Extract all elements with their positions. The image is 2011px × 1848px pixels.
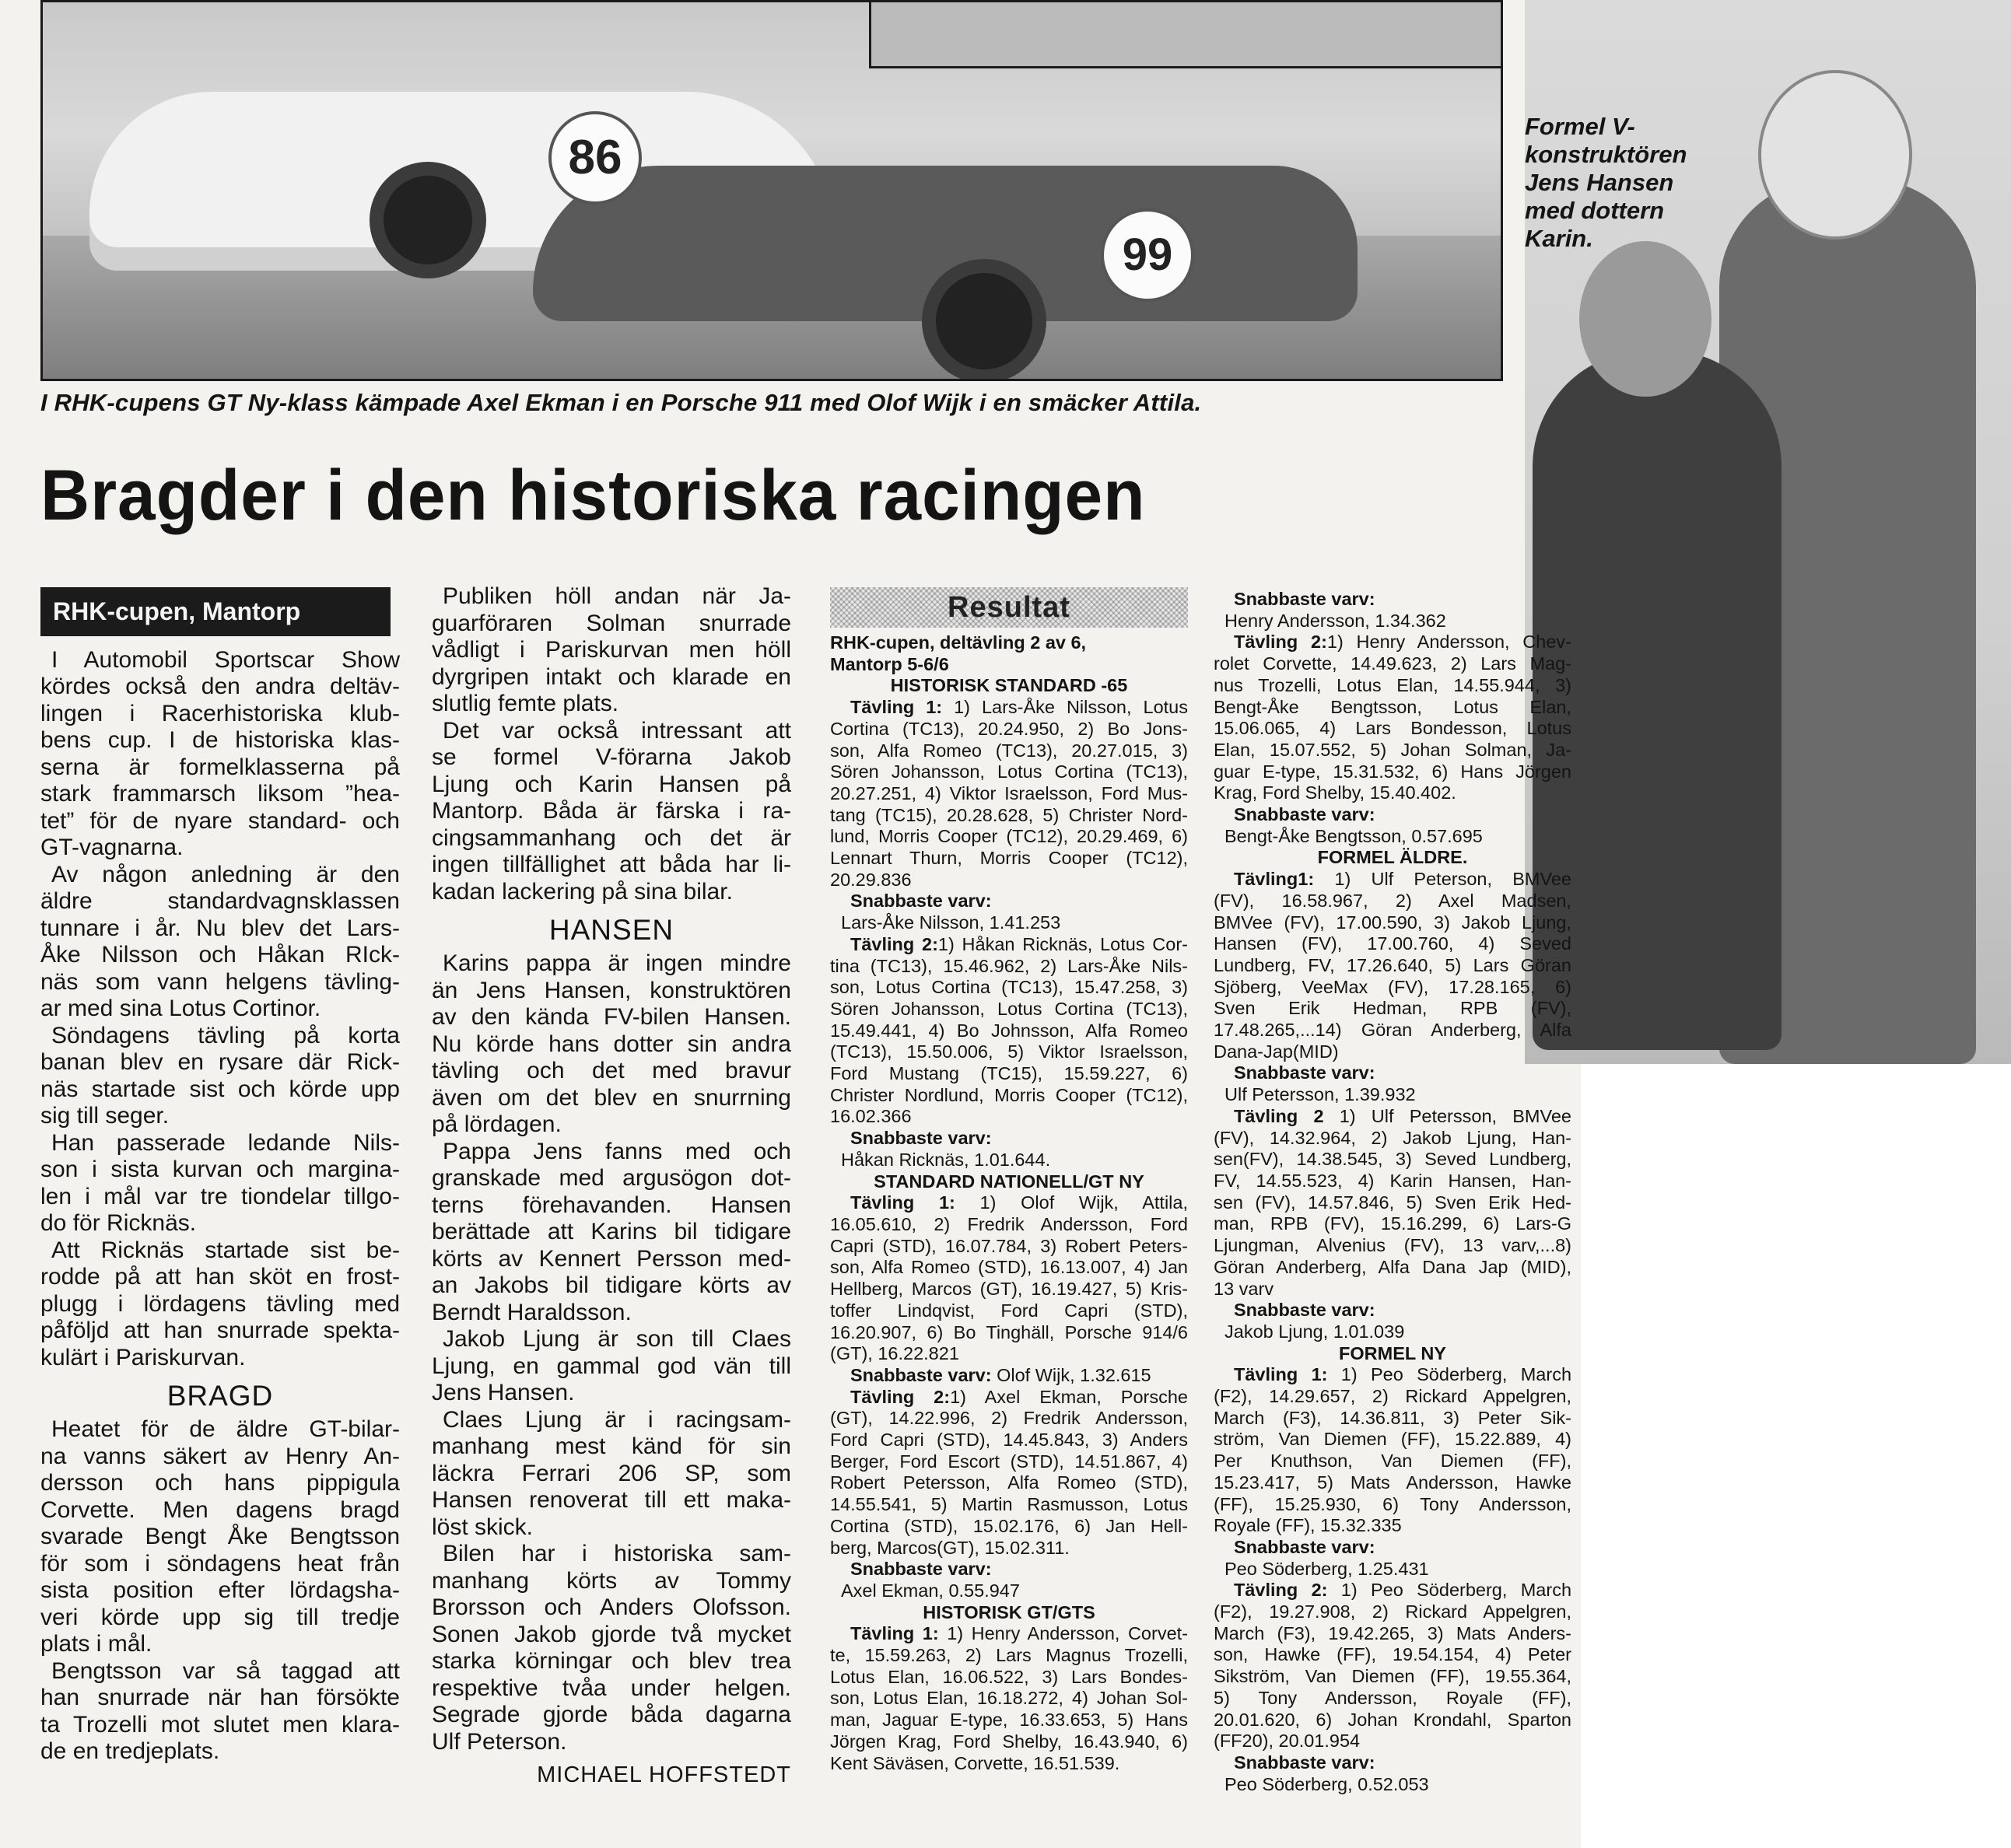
fastest-lap-label: Snabbaste varv:: [1234, 1752, 1375, 1773]
text-line: I Automobil Sportscar Show: [51, 646, 400, 673]
text-line: ar med sina Lotus Cortinor.: [40, 996, 321, 1021]
text-line: Han passerade ledande Nils-: [51, 1129, 400, 1156]
results-list-1: [830, 675, 1188, 1774]
race-result-line: Tävling 2: 1) Peo Söderberg, March: [1234, 1580, 1571, 1601]
race-label: Tävling 2:: [1234, 632, 1327, 653]
text-line: cingsammanhang och det är: [432, 824, 791, 851]
text-line: Ljung och Karin Hansen på: [432, 771, 791, 797]
race-result-line: 14.55.541, 5) Martin Rasmusson, Lotus: [830, 1494, 1188, 1515]
race-result-line: Tävling 1: 1) Olof Wijk, Attila,: [850, 1192, 1188, 1213]
results-box-title: Resultat: [830, 587, 1188, 628]
text-line: kulärt i Pariskurvan.: [40, 1344, 246, 1370]
paragraph: [40, 647, 400, 862]
text-line: dersson och hans pippigula: [40, 1470, 400, 1496]
race-result-line: Tävling 2 1) Ulf Petersson, BMVee: [1234, 1105, 1571, 1126]
photo-inset: [869, 0, 1503, 68]
text-line: do för Ricknäs.: [40, 1210, 197, 1236]
text-line: terns förehavanden. Hansen: [432, 1192, 791, 1218]
column-1-paragraphs: [40, 647, 400, 1372]
race-result-line: (GT), 14.22.996, 2) Fredrik Andersson,: [830, 1408, 1188, 1429]
people-caption-line: Jens Hansen: [1525, 169, 1674, 196]
text-line: sista position efter lördagsha-: [40, 1577, 400, 1603]
text-line: ingen tillfällighet att båda har li-: [432, 852, 791, 877]
porsche-wheel: [370, 162, 486, 278]
fastest-lap-label: Snabbaste varv:: [1234, 804, 1375, 825]
fastest-lap-value: Bengt-Åke Bengtsson, 0.57.695: [1224, 825, 1483, 846]
headline: Bragder i den historiska racingen: [40, 456, 1146, 535]
race-result-line: Tävling 2:1) Axel Ekman, Porsche: [850, 1386, 1188, 1407]
text-line: berättade att Karins bil tidigare: [432, 1219, 791, 1244]
race-label: Tävling1:: [1234, 869, 1315, 890]
fastest-lap-label: Snabbaste varv:: [850, 1364, 992, 1385]
fastest-lap-value: Axel Ekman, 0.55.947: [841, 1580, 1020, 1601]
race-result-line: rolet Corvette, 14.49.623, 2) Lars Mag-: [1214, 653, 1571, 674]
race-result-line: Sikström, Van Diemen (FF), 19.55.364,: [1214, 1666, 1571, 1687]
people-caption-line: Karin.: [1525, 225, 1593, 252]
text-line: stark frammarsch liksom ”hea-: [40, 781, 400, 807]
race-result-line: Ford Mustang (TC15), 15.59.227, 6): [830, 1063, 1188, 1084]
race-result-line: Hellberg, Marcos (GT), 16.19.427, 5) Kris-: [830, 1279, 1188, 1300]
text-line: respektive tvåa under helgen.: [432, 1675, 791, 1701]
race-result-line: (F2), 14.29.657, 2) Rickard Appelgren,: [1214, 1386, 1571, 1407]
text-line: Nu körde hans dotter sin andra: [432, 1031, 791, 1057]
race-result-line: Dana-Jap(MID): [1214, 1041, 1339, 1062]
racing-cars-photo: [40, 0, 1503, 381]
race-result-line: (FF), 15.25.930, 6) Tony Andersson,: [1214, 1493, 1571, 1514]
paragraph: [432, 1407, 791, 1542]
people-caption-line: med dottern: [1525, 197, 1665, 224]
text-line: granskade med argusögon dot-: [432, 1165, 791, 1191]
photo-caption: I RHK-cupens GT Ny-klass kämpade Axel Ekman i en Porsche 911 med Olof Wijk i en smäcker Attila.: [40, 389, 1202, 416]
fastest-lap-value: Håkan Ricknäs, 1.01.644.: [841, 1149, 1051, 1170]
race-label: Tävling 1:: [850, 1192, 955, 1213]
paragraph: [432, 718, 791, 906]
text-line: sig till seger.: [40, 1103, 170, 1129]
race-result-line: 5) Tony Andersson, Royale (FF),: [1214, 1687, 1571, 1708]
race-result-line: (FV), 14.32.964, 2) Jakob Ljung, Han-: [1214, 1127, 1571, 1148]
race-result-line: tang (TC15), 20.28.628, 5) Christer Nord-: [830, 804, 1188, 825]
text-line: slutlig femte plats.: [432, 691, 619, 716]
attila-wheel: [922, 259, 1046, 381]
race-result-line: man, RPB (FV), 15.16.299, 6) Lars-G: [1214, 1213, 1571, 1234]
paragraph: [432, 1326, 791, 1407]
race-result-line: 20.27.251, 4) Viktor Israelsson, Ford Mus-: [830, 782, 1188, 803]
race-result-line: 16.20.907, 6) Bo Tinghäll, Porsche 914/6: [830, 1321, 1188, 1342]
paragraph: [40, 1237, 400, 1372]
text-line: även om det blev en snurrning: [432, 1084, 791, 1111]
race-result-line: 16.05.610, 2) Fredrik Andersson, Ford: [830, 1213, 1188, 1234]
text-line: plugg i lördagens tävling med: [40, 1290, 400, 1317]
text-line: vådligt i Pariskurvan men höll: [432, 637, 791, 663]
text-line: len i mål var tre tiondelar tillgo-: [40, 1183, 400, 1209]
text-line: Berndt Haraldsson.: [432, 1299, 632, 1325]
race-result-line: Lennart Thurn, Morris Cooper (TC12),: [830, 848, 1188, 869]
race-result-line: son, Lotus Elan, 16.18.272, 4) Johan Sol-: [830, 1688, 1188, 1709]
text-line: näs startade sist och körde upp: [40, 1076, 400, 1102]
text-line: lingen i Racerhistoriska klub-: [40, 700, 400, 726]
paragraph: [40, 1658, 400, 1766]
race-result-line: Göran Anderberg, Alfa Dana Jap (MID),: [1214, 1256, 1571, 1277]
text-line: rodde på att han sköt en frost-: [40, 1264, 400, 1290]
text-line: Corvette. Men dagens bragd: [40, 1496, 400, 1523]
race-label: Tävling 1:: [850, 697, 943, 718]
text-line: an Jakobs bil tidigare körts av: [432, 1272, 791, 1298]
race-label: Tävling 1:: [1234, 1364, 1328, 1385]
race-result-line: Kent Säväsen, Corvette, 16.51.539.: [830, 1752, 1120, 1773]
race-result-line: son, Lotus Cortina (TC13), 15.47.258, 3): [830, 977, 1188, 998]
text-line: na vanns säkert av Henry An-: [40, 1443, 400, 1469]
blank-area: [1581, 1064, 2011, 1848]
race-label: Tävling 2:: [850, 933, 938, 954]
text-line: läckra Ferrari 206 SP, som: [432, 1460, 791, 1486]
text-line: kördes också den andra deltäv-: [40, 674, 400, 699]
text-line: Söndagens tävling på korta: [51, 1022, 400, 1048]
race-result-line: Per Knuthson, Van Diemen (FF),: [1214, 1451, 1571, 1472]
results-intro: Mantorp 5-6/6: [830, 653, 949, 674]
race-result-line: FV, 14.55.523, 4) Karin Hansen, Han-: [1214, 1170, 1571, 1191]
race-result-line: Tävling 2:1) Håkan Ricknäs, Lotus Cor-: [850, 933, 1188, 954]
text-line: son i sista kurvan och margina-: [40, 1157, 400, 1182]
text-line: tävling och det med bravur: [432, 1058, 791, 1083]
fastest-lap-value: Henry Andersson, 1.34.362: [1224, 610, 1446, 631]
race-result-line: Tävling 1: 1) Peo Söderberg, March: [1234, 1364, 1571, 1385]
race-result-line: berg, Marcos(GT), 15.02.311.: [830, 1537, 1070, 1558]
text-line: Mantorp. Båda är färska i ra-: [432, 798, 791, 824]
race-result-line: Sjöberg, VeeMax (FV), 17.28.165, 6): [1214, 976, 1571, 997]
paragraph: [40, 1416, 400, 1658]
race-result-line: Capri (STD), 16.07.784, 3) Robert Peters-: [830, 1235, 1188, 1256]
results-list-2: [1214, 589, 1571, 1795]
text-line: svarade Bengt Åke Bengtsson: [40, 1524, 400, 1549]
text-line: Åke Nilsson och Håkan RIck-: [40, 942, 400, 968]
people-caption-line: konstruktören: [1525, 141, 1687, 168]
race-result-line: (FF20), 20.01.954: [1214, 1731, 1361, 1752]
text-line: ta Trozelli mot slutet men klara-: [40, 1711, 400, 1738]
text-line: guarföraren Solman snurrade: [432, 610, 791, 636]
text-line: Publiken höll andan när Ja-: [443, 583, 791, 609]
fastest-lap-label: Snabbaste varv:: [1234, 1062, 1375, 1083]
text-line: Jakob Ljung är son till Claes: [443, 1326, 791, 1352]
fastest-lap-label: Snabbaste varv:: [850, 1128, 992, 1149]
results-class-heading: HISTORISK GT/GTS: [923, 1601, 1095, 1622]
race-result-line: March (F3), 14.36.811, 3) Peter Sik-: [1214, 1407, 1571, 1428]
race-result-line: son, Alfa Romeo (STD), 16.13.007, 4) Jan: [830, 1257, 1188, 1278]
fastest-lap-label: Snabbaste varv:: [1234, 1536, 1375, 1557]
paragraph: [432, 1139, 791, 1327]
race-result-line: lund, Morris Cooper (TC12), 20.29.469, 6): [830, 826, 1188, 847]
fastest-lap-value: Peo Söderberg, 0.52.053: [1224, 1773, 1429, 1794]
photo-man-head: [1758, 70, 1912, 240]
race-result-line: Christer Nordlund, Morris Cooper (TC12),: [830, 1084, 1188, 1105]
race-result-line: Tävling 1: 1) Lars-Åke Nilsson, Lotus: [850, 697, 1188, 718]
text-line: kadan lackering på sina bilar.: [432, 878, 733, 905]
column-1-paragraphs-b: [40, 1416, 400, 1766]
race-result-line: guar E-type, 15.31.532, 6) Hans Jörgen: [1214, 761, 1571, 782]
race-result-line: Royale (FF), 15.32.335: [1214, 1515, 1402, 1536]
text-line: påföljd att han snurrade spekta-: [40, 1318, 400, 1343]
text-line: Jens Hansen.: [432, 1380, 575, 1405]
race-result-line: (GT), 16.22.821: [830, 1343, 959, 1364]
text-line: tunnare i år. Nu blev det Lars-: [40, 915, 400, 941]
text-line: Sonen Jakob gjorde två mycket: [432, 1621, 791, 1647]
race-result-line: Ford Capri (STD), 14.45.843, 3) Anders: [830, 1430, 1188, 1451]
race-result-line: Lundberg, FV, 17.26.640, 5) Lars Göran: [1214, 954, 1571, 975]
fastest-lap-value: Lars-Åke Nilsson, 1.41.253: [841, 912, 1061, 933]
text-line: Segrade gjorde båda dagarna: [432, 1702, 791, 1727]
race-result-line: man, Jaguar E-type, 16.33.653, 5) Hans: [830, 1710, 1188, 1731]
text-line: Att Ricknäs startade sist be-: [51, 1237, 400, 1263]
race-result-line: Cortina (TC13), 20.24.950, 2) Bo Jons-: [830, 718, 1188, 739]
race-result-line: sen (FV), 14.57.846, 5) Sven Erik Hed-: [1214, 1192, 1571, 1213]
race-result-line: BMVee (FV), 17.00.590, 3) Jakob Ljung,: [1214, 912, 1571, 933]
text-line: serna är formelklasserna på: [40, 754, 400, 780]
paragraph: [432, 950, 791, 1139]
column-2-paragraphs-b: [432, 950, 791, 1755]
race-result-line: 15.06.065, 4) Lars Bondesson, Lotus: [1214, 718, 1571, 739]
text-line: Karins pappa är ingen mindre: [443, 950, 791, 976]
race-result-line: (F2), 19.27.908, 2) Rickard Appelgren,: [1214, 1601, 1571, 1622]
text-line: Ljung, en gammal god vän till: [432, 1353, 791, 1379]
fastest-lap-label: Snabbaste varv:: [1234, 589, 1375, 609]
race-result-line: Sören Johansson, Lotus Cortina (TC13),: [830, 761, 1188, 782]
text-line: Heatet för de äldre GT-bilar-: [51, 1416, 400, 1442]
race-result-line: Ljungman, Alvenius (FV), 13 varv,...8): [1214, 1235, 1571, 1256]
race-result-line: March (F3), 19.42.265, 3) Mats Anders-: [1214, 1622, 1571, 1643]
race-result-line: 15.23.417, 5) Mats Andersson, Hawke: [1214, 1472, 1571, 1493]
paragraph: [40, 1023, 400, 1130]
race-label: Tävling 1:: [850, 1623, 939, 1644]
text-line: de en tredjeplats.: [40, 1738, 220, 1764]
paragraph: [40, 1130, 400, 1237]
results-column-1: [830, 587, 1188, 1774]
subhead-hansen: HANSEN: [548, 914, 674, 946]
text-line: veri körde upp sig till tredje: [40, 1604, 400, 1630]
race-label: Tävling 2:: [850, 1386, 951, 1407]
race-label: Tävling 2:: [1234, 1580, 1328, 1601]
text-line: körts av Kennert Persson med-: [432, 1245, 791, 1272]
text-line: näs som vann helgens tävling-: [40, 968, 400, 995]
text-line: dyrgripen intakt och klarade en: [432, 663, 791, 690]
fastest-lap-inline: Snabbaste varv: Olof Wijk, 1.32.615: [850, 1364, 1151, 1385]
race-result-line: ström, Van Diemen (FF), 15.22.889, 4): [1214, 1429, 1571, 1450]
text-line: löst skick.: [432, 1514, 534, 1540]
paragraph: [432, 1541, 791, 1755]
people-caption-line: Formel V-: [1525, 113, 1635, 140]
byline: MICHAEL HOFFSTEDT: [537, 1762, 791, 1787]
race-result-line: Jörgen Krag, Ford Shelby, 16.43.940, 6): [830, 1731, 1188, 1752]
text-line: han snurrade när han försökte: [40, 1685, 400, 1710]
text-line: Hansen renoverat till ett maka-: [432, 1487, 791, 1513]
text-line: bens cup. I de historiska klas-: [40, 727, 400, 753]
race-result-line: son, Alfa Romeo (TC13), 20.27.015, 3): [830, 740, 1188, 761]
subhead-bragd: BRAGD: [166, 1380, 274, 1412]
text-line: plats i mål.: [40, 1631, 152, 1657]
text-line: Av någon anledning är den: [51, 861, 400, 887]
results-class-heading: FORMEL ÄLDRE.: [1317, 847, 1468, 868]
race-result-line: Tävling 2:1) Henry Andersson, Chev-: [1234, 632, 1571, 653]
race-result-line: sen(FV), 14.38.545, 3) Seved Lundberg,: [1214, 1149, 1571, 1170]
race-result-line: toffer Lindqvist, Ford Capri (STD),: [830, 1300, 1188, 1321]
race-result-line: 16.02.366: [830, 1106, 912, 1127]
car-number-99: 99: [1101, 208, 1194, 302]
text-line: Det var också intressant att: [443, 717, 791, 744]
car-number-86: 86: [548, 111, 642, 205]
text-line: på lördagen.: [432, 1111, 562, 1137]
article-column-1: [40, 587, 400, 1766]
race-result-line: Sven Erik Hedman, RPB (FV),: [1214, 998, 1571, 1019]
text-line: manhang mest känd för sin: [432, 1433, 791, 1459]
fastest-lap-label: Snabbaste varv:: [1234, 1300, 1375, 1321]
race-result-line: 20.29.836: [830, 869, 912, 890]
photo-girl-head: [1579, 241, 1711, 397]
column-2-paragraphs: [432, 583, 791, 905]
text-line: manhang körts av Tommy: [432, 1567, 791, 1594]
race-result-line: Sören Johansson, Lotus Cortina (TC13),: [830, 998, 1188, 1019]
paragraph: [40, 862, 400, 1023]
race-result-line: 20.01.620, 6) Johan Krondahl, Sparton: [1214, 1709, 1571, 1730]
results-class-heading: STANDARD NATIONELL/GT NY: [874, 1171, 1144, 1192]
text-line: banan blev en rysare där Rick-: [40, 1049, 400, 1075]
race-result-line: Hansen (FV), 17.00.760, 4) Seved: [1214, 933, 1571, 954]
fastest-lap-label: Snabbaste varv:: [850, 891, 992, 912]
race-result-line: (TC13), 15.50.006, 5) Viktor Israelsson,: [830, 1041, 1188, 1062]
fastest-lap-value: Peo Söderberg, 1.25.431: [1224, 1558, 1429, 1579]
race-result-line: nus Trozelli, Lotus Elan, 14.55.944, 3): [1214, 674, 1571, 695]
results-class-heading: HISTORISK STANDARD -65: [890, 675, 1128, 696]
race-result-line: Bengt-Åke Bengtsson, Lotus Elan,: [1214, 696, 1571, 717]
text-line: Claes Ljung är i racingsam-: [443, 1406, 791, 1433]
text-line: för som i söndagens heat från: [40, 1550, 400, 1577]
race-result-line: 17.48.265,...14) Göran Anderberg, Alfa: [1214, 1020, 1571, 1041]
race-result-line: Elan, 15.07.552, 5) Johan Solman, Ja-: [1214, 739, 1571, 760]
text-line: äldre standardvagnsklassen: [40, 888, 400, 914]
race-result-line: Berger, Ford Escort (STD), 14.51.867, 4): [830, 1451, 1188, 1472]
text-line: Ulf Peterson.: [432, 1728, 567, 1755]
results-intro: RHK-cupen, deltävling 2 av 6,: [830, 632, 1087, 653]
fastest-lap-value: Jakob Ljung, 1.01.039: [1224, 1321, 1405, 1342]
section-kicker: RHK-cupen, Mantorp: [40, 587, 391, 636]
race-result-line: Tävling1: 1) Ulf Peterson, BMVee: [1234, 869, 1571, 890]
text-line: GT-vagnarna.: [40, 835, 184, 860]
race-result-line: tina (TC13), 15.46.962, 2) Lars-Åke Nils-: [830, 955, 1188, 976]
text-line: tet” för de nyare standard- och: [40, 807, 400, 834]
results-column-2: [1214, 589, 1571, 1795]
results-class-heading: FORMEL NY: [1339, 1342, 1446, 1363]
race-result-line: Krag, Ford Shelby, 15.40.402.: [1214, 782, 1456, 803]
paragraph: [432, 583, 791, 718]
race-result-line: Robert Petersson, Alfa Romeo (STD),: [830, 1472, 1188, 1493]
race-result-line: 13 varv: [1214, 1278, 1274, 1299]
fastest-lap-label: Snabbaste varv:: [850, 1559, 992, 1580]
fastest-lap-value: Ulf Petersson, 1.39.932: [1224, 1084, 1416, 1105]
text-line: Bengtsson var så taggad att: [51, 1657, 400, 1684]
race-result-line: 15.49.441, 4) Bo Johnsson, Alfa Romeo: [830, 1020, 1188, 1041]
race-label: Tävling 2: [1234, 1105, 1324, 1126]
text-line: av den kända FV-bilen Hansen.: [432, 1004, 791, 1030]
article-column-2: [432, 583, 791, 1788]
text-line: Pappa Jens fanns med och: [443, 1138, 791, 1164]
text-line: Brorsson och Anders Olofsson.: [432, 1594, 791, 1620]
race-result-line: Cortina (STD), 15.02.176, 6) Jan Hell-: [830, 1515, 1188, 1536]
text-line: än Jens Hansen, konstruktören: [432, 977, 791, 1003]
race-result-line: son, Hawke (FF), 19.54.154, 4) Peter: [1214, 1644, 1571, 1665]
people-caption: [1525, 113, 1727, 253]
text-line: Bilen har i historiska sam-: [443, 1541, 791, 1566]
race-result-line: Tävling 1: 1) Henry Andersson, Corvet-: [850, 1623, 1188, 1644]
text-line: se formel V-förarna Jakob: [432, 744, 791, 770]
text-line: starka körningar och blev trea: [432, 1648, 791, 1674]
race-result-line: (FV), 16.58.967, 2) Axel Madsen,: [1214, 890, 1571, 911]
race-result-line: Lotus Elan, 16.06.522, 3) Lars Bondes-: [830, 1666, 1188, 1687]
race-result-line: te, 15.59.263, 2) Lars Magnus Trozelli,: [830, 1645, 1188, 1666]
